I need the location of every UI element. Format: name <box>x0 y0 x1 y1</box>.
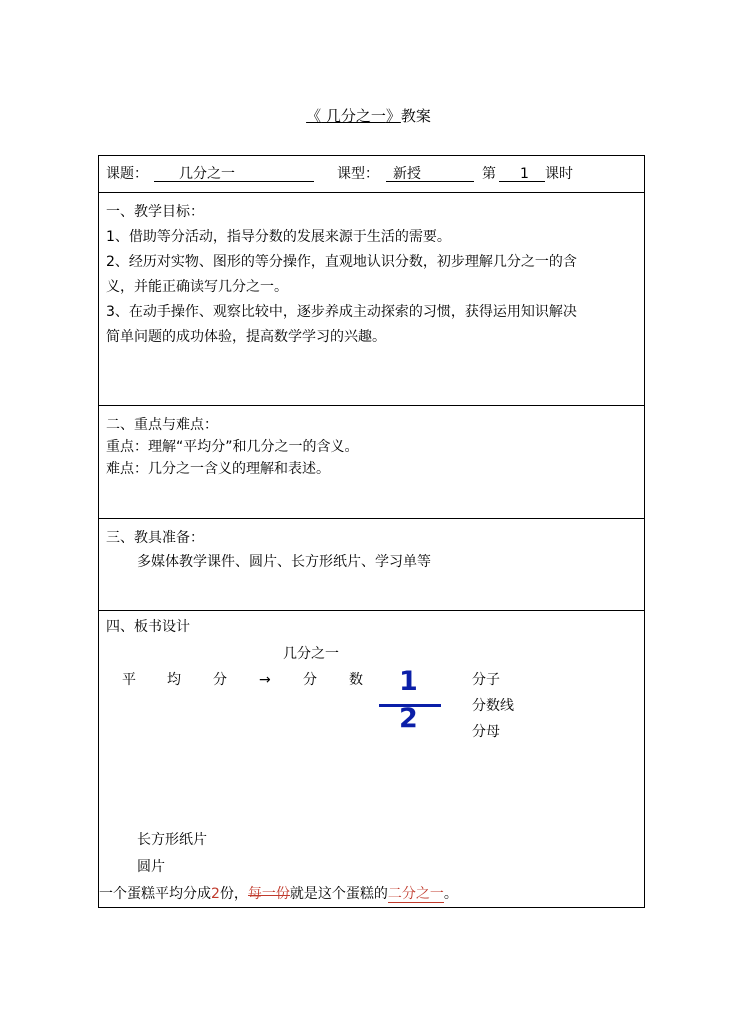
summary-one-half: 二分之一 <box>387 886 444 902</box>
objective-line: 简单问题的成功体验，提高数学学习的兴趣。 <box>106 329 386 345</box>
title-topic: 几分之一 <box>321 107 386 125</box>
fraction-numerator: 1 <box>399 666 418 697</box>
board-summary <box>99 884 458 904</box>
board-heading: 四、板书设计 <box>106 619 190 635</box>
lesson-plan-table <box>98 155 645 908</box>
title-left-mark: 《 <box>306 107 322 125</box>
lesson-underline <box>154 181 314 182</box>
period-value: 1 <box>520 166 529 182</box>
flow-char: 分 <box>303 672 317 688</box>
key-points-section <box>99 406 644 519</box>
objectives-section <box>99 193 644 406</box>
flow-char: 平 <box>122 672 136 688</box>
summary-each-part: 每一份 <box>247 886 290 902</box>
document-title <box>0 105 737 126</box>
flow-arrow: → <box>259 672 271 688</box>
key-points-heading: 二、重点与难点： <box>106 417 218 433</box>
objective-line: 3、在动手操作、观察比较中，逐步养成主动探索的习惯，获得运用知识解决 <box>106 304 577 320</box>
board-design-section <box>99 611 644 908</box>
objective-line: 1、借助等分活动，指导分数的发展来源于生活的需要。 <box>106 229 451 245</box>
period-underline <box>499 181 545 182</box>
board-item-rectangle-paper: 长方形纸片 <box>137 832 207 848</box>
key-point-line: 重点：理解“平均分”和几分之一的含义。 <box>106 439 359 455</box>
type-label: 课型： <box>337 166 379 182</box>
materials-line: 多媒体教学课件、圆片、长方形纸片、学习单等 <box>137 554 431 570</box>
fraction-line-label: 分数线 <box>472 698 514 714</box>
summary-end: 。 <box>443 886 458 902</box>
lesson-value: 几分之一 <box>179 166 235 182</box>
board-center-title: 几分之一 <box>283 646 339 662</box>
type-value: 新授 <box>393 166 421 182</box>
title-right-mark: 》 <box>385 107 401 125</box>
materials-section <box>99 519 644 611</box>
flow-char: 数 <box>349 672 363 688</box>
type-underline <box>386 181 474 182</box>
fraction-denominator: 2 <box>399 703 418 734</box>
period-prefix: 第 <box>482 166 496 182</box>
board-item-circle-piece: 圆片 <box>137 859 165 875</box>
difficulty-line: 难点：几分之一含义的理解和表述。 <box>106 461 330 477</box>
flow-char: 均 <box>167 672 181 688</box>
objective-line: 2、经历对实物、图形的等分操作，直观地认识分数，初步理解几分之一的含 <box>106 254 577 270</box>
objectives-heading: 一、教学目标： <box>106 204 204 220</box>
flow-char: 分 <box>213 672 227 688</box>
title-suffix: 教案 <box>400 107 431 125</box>
materials-heading: 三、教具准备： <box>106 530 204 546</box>
denominator-label: 分母 <box>472 724 500 740</box>
summary-number: 2 <box>211 886 220 902</box>
numerator-label: 分子 <box>472 672 500 688</box>
lesson-label: 课题： <box>106 166 148 182</box>
period-suffix: 课时 <box>545 166 573 182</box>
objective-line: 义，并能正确读写几分之一。 <box>106 279 288 295</box>
summary-part3: 就是这个蛋糕的 <box>289 886 388 902</box>
summary-part1: 一个蛋糕平均分成 <box>99 886 211 902</box>
info-row <box>99 156 644 193</box>
summary-part2: 份， <box>219 886 248 902</box>
